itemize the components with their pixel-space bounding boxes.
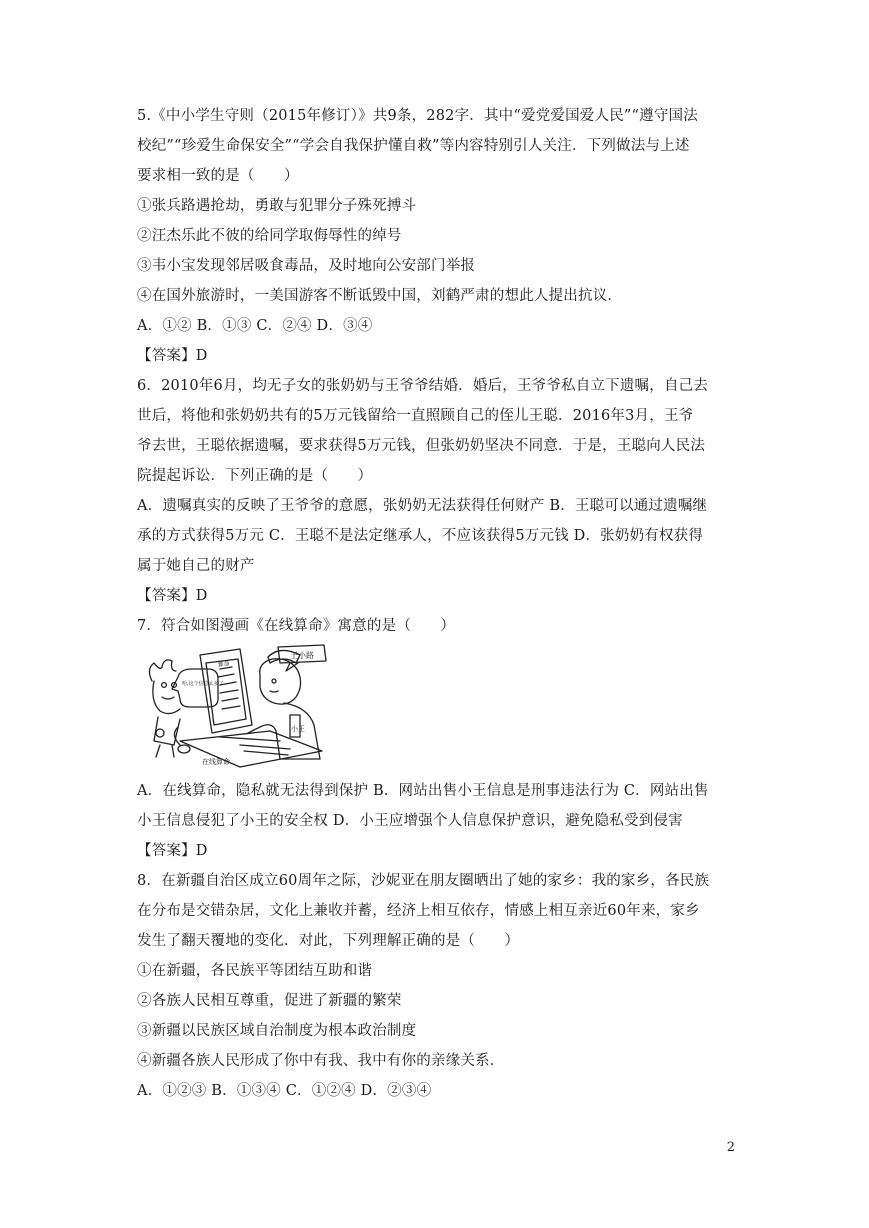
text-line: ②各族人民相互尊重，促进了新疆的繁荣 <box>137 993 402 1009</box>
text-line: ③韦小宝发现邻居吸食毒品，及时地向公安部门举报 <box>137 258 476 274</box>
text-line: ④在国外旅游时，一美国游客不断诋毁中国，刘鹤严肃的想此人提出抗议． <box>137 288 623 304</box>
text-line: A．①②③ B．①③④ C．①②④ D．②③④ <box>137 1083 432 1099</box>
text-line: A．①② B．①③ C．②④ D．③④ <box>137 318 373 334</box>
text-line: ①张兵路遇抢劫，勇敢与犯罪分子殊死搏斗 <box>137 198 417 214</box>
text-line: 5.《中小学生守则（2015年修订）》共9条，282字．其中“爱党爱国爱人民”“遵守国法 <box>137 108 698 124</box>
text-line: 发生了翻天覆地的变化．对此，下列理解正确的是（ ） <box>137 933 520 949</box>
cartoon-screen-text: 算命 <box>217 660 231 669</box>
text-line: ②汪杰乐此不彼的给同学取侮辱性的绰号 <box>137 228 402 244</box>
page-number: 2 <box>726 1140 735 1155</box>
answer-line: 【答案】D <box>137 843 208 859</box>
text-line: A．遗嘱真实的反映了王爷爷的意愿，张奶奶无法获得任何财产 B．王聪可以通过遗嘱继 <box>137 498 708 514</box>
cartoon-person-label: 小王 <box>291 725 305 733</box>
text-line: 校纪”“珍爱生命保安全”“学会自我保护懂自救”等内容特别引人关注．下列做法与上述 <box>137 138 690 154</box>
cartoon-bubble-text: 王小路 <box>290 651 314 660</box>
text-line: ③新疆以民族区域自治制度为根本政治制度 <box>137 1023 417 1039</box>
text-line: 8．在新疆自治区成立60周年之际，沙妮亚在朋友圈晒出了她的家乡：我的家乡，各民族 <box>137 873 710 889</box>
text-line: 6．2010年6月，均无子女的张奶奶与王爷爷结婚．婚后，王爷爷私自立下遗嘱，自己去 <box>137 378 709 394</box>
text-line: 7．符合如图漫画《在线算命》寓意的是（ ） <box>137 618 456 634</box>
text-line: 要求相一致的是（ ） <box>137 168 299 184</box>
text-line: 承的方式获得5万元 C．王聪不是法定继承人，不应该获得5万元钱 D．张奶奶有权获得 <box>137 528 704 544</box>
text-line: 在分布是交错杂居，文化上兼收并蓄，经济上相互依存，情感上相互亲近60年来，家乡 <box>137 903 700 919</box>
text-line: 爷去世，王聪依据遗嘱，要求获得5万元钱，但张奶奶坚决不同意．于是，王聪向人民法 <box>137 438 706 454</box>
text-line: ④新疆各族人民形成了你中有我、我中有你的亲缘关系． <box>137 1053 505 1069</box>
text-line: 世后，将他和张奶奶共有的5万元钱留给一直照顾自己的侄儿王聪．2016年3月，王爷 <box>137 408 694 424</box>
answer-line: 【答案】D <box>137 588 208 604</box>
text-line: 小王信息侵犯了小王的安全权 D．小王应增强个人信息保护意识，避免隐私受到侵害 <box>137 813 683 829</box>
text-line: 院提起诉讼．下列正确的是（ ） <box>137 468 373 484</box>
text-line: A．在线算命，隐私就无法得到保护 B．网站出售小王信息是刑事违法行为 C．网站出售 <box>137 783 709 799</box>
cartoon-image <box>140 641 330 771</box>
cartoon-note-text: 哈,这个信息太多了 <box>182 681 224 687</box>
text-line: 属于她自己的财产 <box>137 558 255 574</box>
cartoon-caption: 在线算命 <box>202 758 230 766</box>
answer-line: 【答案】D <box>137 348 208 364</box>
text-line: ①在新疆，各民族平等团结互助和谐 <box>137 963 373 979</box>
